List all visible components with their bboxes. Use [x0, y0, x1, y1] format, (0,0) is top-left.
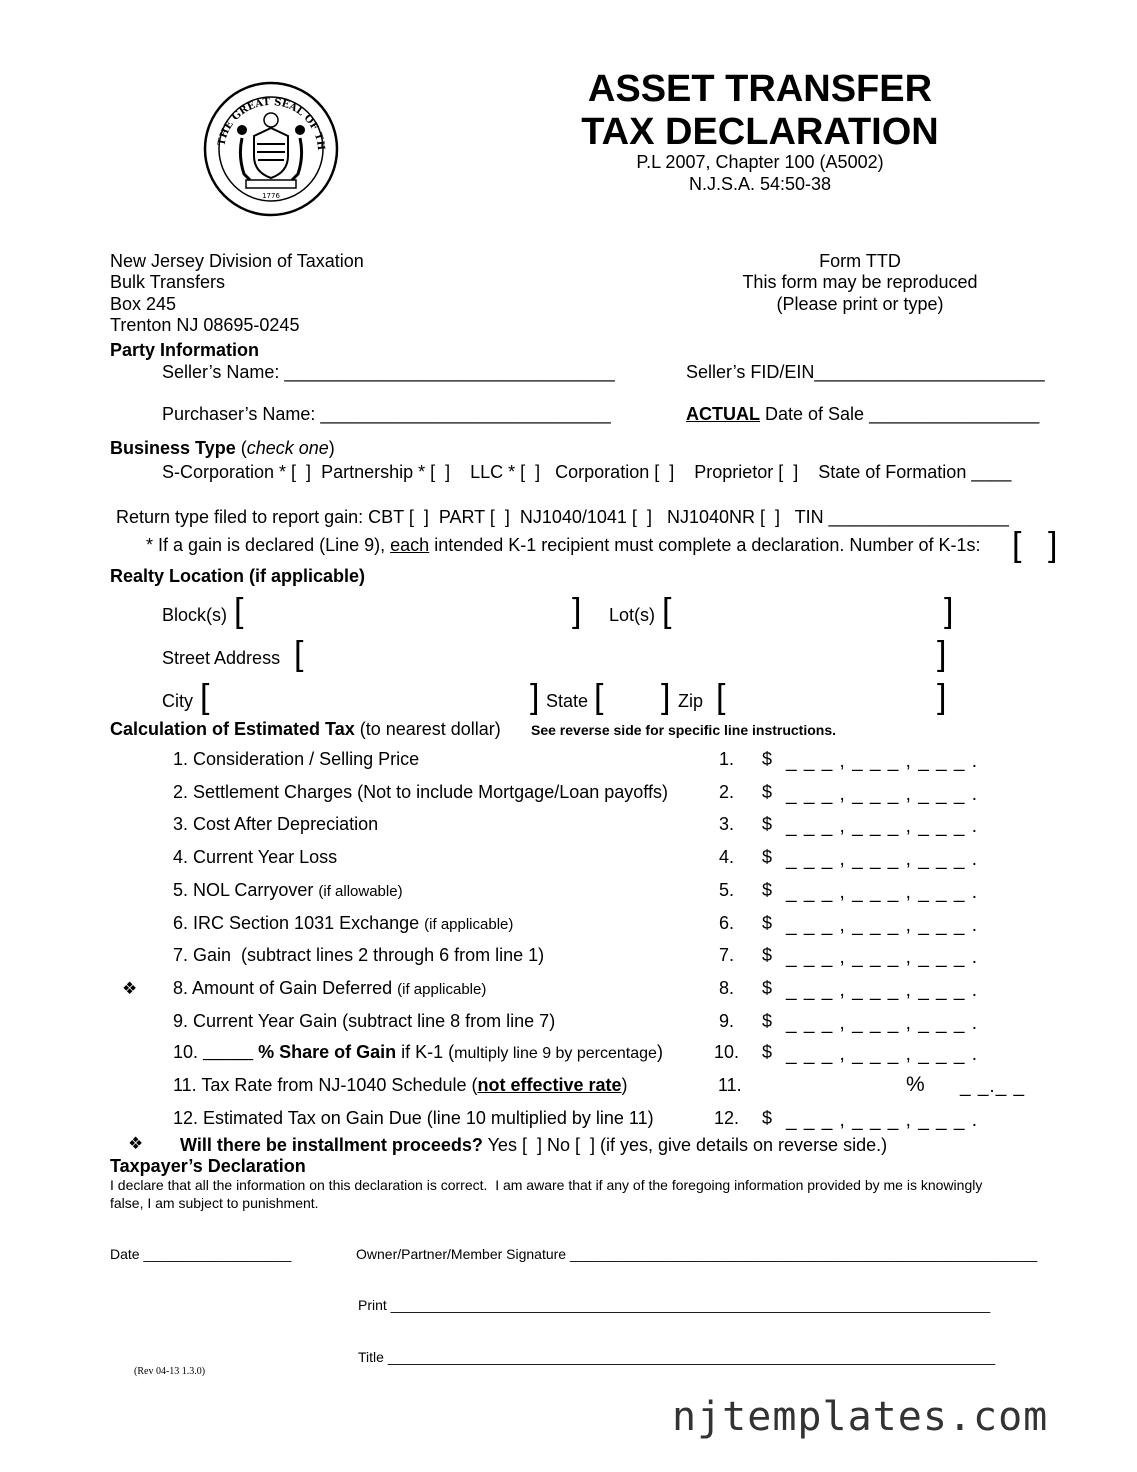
business-type-options[interactable]: S-Corporation * [ ] Partnership * [ ] LLC * [ ] Corporation [ ] Proprietor [ ] State of Formation ____: [162, 462, 1012, 482]
form-note-reproduce: This form may be reproduced: [742, 272, 978, 292]
calc-line-11-num: 11.: [718, 1075, 742, 1095]
calc-line-10-num: 10.: [714, 1042, 740, 1062]
seller-fid-field[interactable]: Seller’s FID/EIN_______________________: [686, 362, 1045, 382]
zip-field-close: ]: [937, 678, 947, 716]
calc-line-label: 8. Amount of Gain Deferred (if applicable): [173, 978, 487, 998]
realty-heading: Realty Location (if applicable): [110, 566, 366, 586]
calc-line-number: 7.: [719, 945, 735, 965]
block-field[interactable]: [: [234, 592, 244, 630]
calc-line-12-label: 12. Estimated Tax on Gain Due (line 10 multiplied by line 11): [173, 1108, 654, 1128]
state-field-close: ]: [661, 678, 671, 716]
lot-label: Lot(s): [609, 605, 656, 625]
state-field[interactable]: [: [594, 678, 604, 716]
calc-amount-field[interactable]: _ _ _ , _ _ _ , _ _ _ .: [786, 947, 979, 968]
state-seal-icon: [202, 80, 340, 218]
city-label: City: [162, 691, 193, 711]
calc-line-number: 6.: [719, 913, 735, 933]
calc-amount-field[interactable]: _ _ _ , _ _ _ , _ _ _ .: [786, 849, 979, 870]
dollar-sign: $: [762, 782, 773, 802]
date-field[interactable]: Date ___________________: [110, 1246, 292, 1262]
calc-line-10-amount[interactable]: _ _ _ , _ _ _ , _ _ _ .: [786, 1044, 979, 1065]
k1-count-bracket-open[interactable]: [: [1012, 526, 1022, 564]
calc-line-label: 2. Settlement Charges (Not to include Mortgage/Loan payoffs): [173, 782, 668, 802]
sale-date-field[interactable]: [686, 404, 1039, 425]
law-reference: P.L 2007, Chapter 100 (A5002): [636, 152, 884, 172]
calc-line-number: 5.: [719, 880, 735, 900]
calc-line-number: 3.: [719, 814, 735, 834]
dollar-sign: $: [762, 978, 773, 998]
dollar-sign: $: [762, 1011, 773, 1031]
dollar-sign: $: [762, 749, 773, 769]
business-type-heading: Business Type (check one): [110, 438, 335, 458]
print-name-field[interactable]: Print _____________________________________________________________________________: [358, 1297, 991, 1313]
calc-line-label: 3. Cost After Depreciation: [173, 814, 379, 834]
agency-box: Box 245: [110, 294, 177, 314]
seller-name-field[interactable]: Seller’s Name: _________________________________: [162, 362, 615, 382]
lot-field-close: ]: [944, 592, 954, 630]
percent-sign: %: [906, 1073, 925, 1096]
calc-line-12-num: 12.: [714, 1108, 740, 1128]
calc-line-label: 4. Current Year Loss: [173, 847, 338, 867]
street-field[interactable]: [: [294, 635, 304, 673]
calc-amount-field[interactable]: _ _ _ , _ _ _ , _ _ _ .: [786, 915, 979, 936]
agency-name: New Jersey Division of Taxation: [110, 251, 364, 271]
svg-text:1776: 1776: [262, 192, 280, 200]
calc-line-number: 4.: [719, 847, 735, 867]
declaration-heading: Taxpayer’s Declaration: [110, 1156, 306, 1176]
state-label: State: [546, 691, 589, 711]
svg-text:THE GREAT SEAL OF THE STATE OF: THE GREAT SEAL OF TH: [216, 96, 327, 151]
agency-dept: Bulk Transfers: [110, 272, 226, 292]
diamond-icon: ❖: [122, 979, 138, 998]
calc-amount-field[interactable]: _ _ _ , _ _ _ , _ _ _ .: [786, 980, 979, 1001]
form-name: Form TTD: [819, 251, 901, 271]
form-note-print: (Please print or type): [776, 294, 944, 314]
calc-line-label: 5. NOL Carryover (if allowable): [173, 880, 403, 900]
k1-note: * If a gain is declared (Line 9), each intended K-1 recipient must complete a declaration. Number of K-1s:: [146, 535, 981, 555]
zip-label: Zip: [678, 691, 704, 711]
calc-amount-field[interactable]: _ _ _ , _ _ _ , _ _ _ .: [786, 751, 979, 772]
lot-field[interactable]: [: [662, 592, 672, 630]
watermark: njtemplates.com: [672, 1394, 1049, 1440]
calc-line-10-label: 10. _____ % Share of Gain if K-1 (multiply line 9 by percentage): [173, 1042, 663, 1062]
share-percent-field[interactable]: _____: [203, 1042, 254, 1062]
calc-amount-field[interactable]: _ _ _ , _ _ _ , _ _ _ .: [786, 816, 979, 837]
dollar-sign: $: [762, 814, 773, 834]
street-label: Street Address: [162, 648, 281, 668]
installment-question[interactable]: Will there be installment proceeds? Yes [ ] No [ ] (if yes, give details on reverse side.): [180, 1135, 888, 1155]
calc-line-12-amount[interactable]: _ _ _ , _ _ _ , _ _ _ .: [786, 1110, 979, 1131]
sale-date-label: Date of Sale _________________: [760, 404, 1040, 424]
agency-city: Trenton NJ 08695-0245: [110, 315, 300, 335]
declaration-text-1: I declare that all the information on this declaration is correct. I am aware that if any of the foregoing information provided by me is knowingly: [110, 1177, 983, 1193]
calc-amount-field[interactable]: _ _ _ , _ _ _ , _ _ _ .: [786, 1013, 979, 1034]
purchaser-name-field[interactable]: Purchaser’s Name: _____________________________: [162, 404, 611, 424]
calc-line-11-label: 11. Tax Rate from NJ-1040 Schedule (not effective rate): [173, 1075, 628, 1095]
calc-amount-field[interactable]: _ _ _ , _ _ _ , _ _ _ .: [786, 882, 979, 903]
dollar-sign: $: [762, 945, 773, 965]
calc-line-label: 6. IRC Section 1031 Exchange (if applicable): [173, 913, 514, 933]
calc-line-10-dollar: $: [762, 1042, 773, 1062]
title-field[interactable]: Title ______________________________________________________________________________: [358, 1349, 996, 1365]
calc-line-label: 9. Current Year Gain (subtract line 8 from line 7): [173, 1011, 556, 1031]
calc-line-number: 1.: [719, 749, 735, 769]
declaration-text-2: false, I am subject to punishment.: [110, 1195, 319, 1211]
calc-line-number: 8.: [719, 978, 735, 998]
block-field-close: ]: [572, 592, 582, 630]
calc-heading: Calculation of Estimated Tax (to nearest dollar): [110, 719, 501, 739]
revision-note: (Rev 04-13 1.3.0): [134, 1366, 206, 1377]
street-field-close: ]: [937, 635, 947, 673]
zip-field[interactable]: [: [716, 678, 726, 716]
party-info-heading: Party Information: [110, 340, 260, 360]
block-label: Block(s): [162, 605, 228, 625]
calc-amount-field[interactable]: _ _ _ , _ _ _ , _ _ _ .: [786, 784, 979, 805]
dollar-sign: $: [762, 880, 773, 900]
return-type-options[interactable]: Return type filed to report gain: CBT [ ] PART [ ] NJ1040/1041 [ ] NJ1040NR [ ] TIN __________________: [116, 507, 1009, 527]
dollar-sign: $: [762, 913, 773, 933]
calc-line-label: 1. Consideration / Selling Price: [173, 749, 420, 769]
city-field[interactable]: [: [200, 678, 210, 716]
k1-count-bracket-close: ]: [1048, 526, 1058, 564]
tax-rate-field[interactable]: _ _._ _: [960, 1076, 1026, 1097]
calc-instructions: See reverse side for specific line instructions.: [531, 722, 837, 738]
calc-line-number: 2.: [719, 782, 735, 802]
calc-line-number: 9.: [719, 1011, 735, 1031]
form-title-line2: TAX DECLARATION: [581, 111, 939, 153]
signature-field[interactable]: Owner/Partner/Member Signature ____________________________________________________________: [356, 1246, 1038, 1262]
diamond-icon: ❖: [128, 1134, 144, 1153]
calc-line-label: 7. Gain (subtract lines 2 through 6 from line 1): [173, 945, 545, 965]
statute-reference: N.J.S.A. 54:50-38: [688, 174, 832, 194]
calc-line-12-dollar: $: [762, 1108, 773, 1128]
city-field-close: ]: [530, 678, 540, 716]
form-title-line1: ASSET TRANSFER: [587, 68, 933, 110]
actual-label: ACTUAL: [686, 404, 760, 424]
dollar-sign: $: [762, 847, 773, 867]
